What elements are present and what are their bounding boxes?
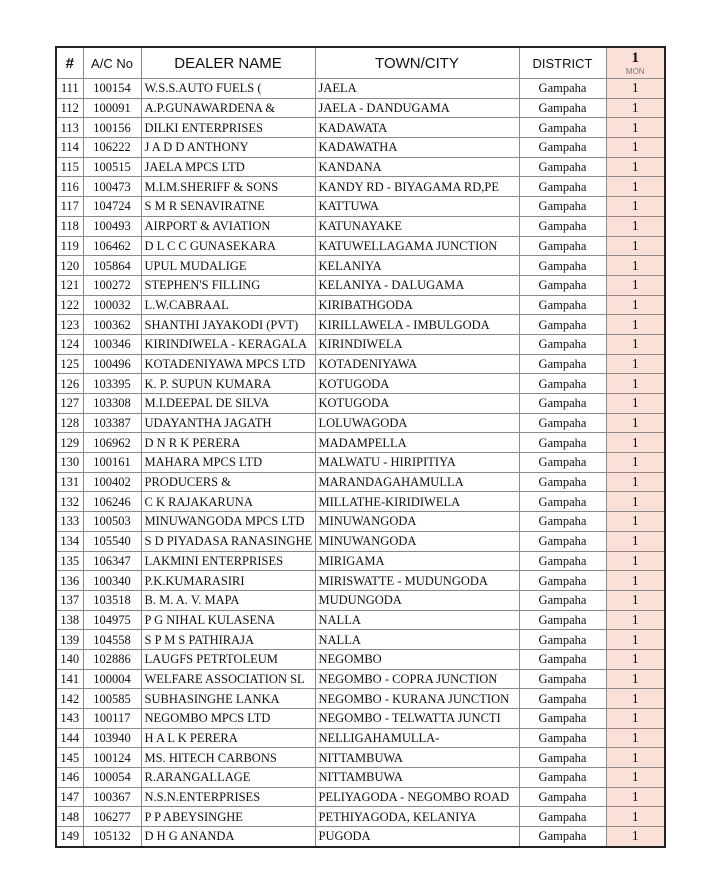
town-city-cell: NEGOMBO - TELWATTA JUNCTI <box>315 709 519 729</box>
district-cell: Gampaha <box>519 827 606 847</box>
town-city-cell: NALLA <box>315 630 519 650</box>
dealer-name-cell: L.W.CABRAAL <box>141 295 315 315</box>
dealer-name-cell: MS. HITECH CARBONS <box>141 748 315 768</box>
table-row <box>56 118 665 138</box>
month-value-cell: 1 <box>606 807 665 827</box>
dealer-name-cell: JAELA MPCS LTD <box>141 157 315 177</box>
district-cell: Gampaha <box>519 177 606 197</box>
month-value-cell: 1 <box>606 354 665 374</box>
account-number-cell: 100515 <box>83 157 141 177</box>
month-value-cell: 1 <box>606 748 665 768</box>
table-row <box>56 216 665 236</box>
account-number-cell: 106222 <box>83 138 141 158</box>
row-number-cell: 139 <box>56 630 83 650</box>
district-cell: Gampaha <box>519 236 606 256</box>
table-row <box>56 709 665 729</box>
account-number-cell: 106246 <box>83 492 141 512</box>
table-row <box>56 177 665 197</box>
row-number-cell: 142 <box>56 689 83 709</box>
dealer-name-cell: A.P.GUNAWARDENA & <box>141 98 315 118</box>
dealer-name-cell: LAKMINI ENTERPRISES <box>141 551 315 571</box>
table-row <box>56 197 665 217</box>
header-account-number: A/C No <box>83 47 141 79</box>
dealer-name-cell: K. P. SUPUN KUMARA <box>141 374 315 394</box>
table-row <box>56 295 665 315</box>
dealer-name-cell: STEPHEN'S FILLING <box>141 275 315 295</box>
account-number-cell: 104975 <box>83 610 141 630</box>
district-cell: Gampaha <box>519 728 606 748</box>
district-cell: Gampaha <box>519 807 606 827</box>
account-number-cell: 100503 <box>83 512 141 532</box>
district-cell: Gampaha <box>519 216 606 236</box>
table-row <box>56 787 665 807</box>
district-cell: Gampaha <box>519 98 606 118</box>
dealer-name-cell: D N R K PERERA <box>141 433 315 453</box>
district-cell: Gampaha <box>519 571 606 591</box>
row-number-cell: 123 <box>56 315 83 335</box>
row-number-cell: 117 <box>56 197 83 217</box>
table-row <box>56 512 665 532</box>
month-value-cell: 1 <box>606 551 665 571</box>
town-city-cell: JAELA <box>315 79 519 99</box>
row-number-cell: 126 <box>56 374 83 394</box>
district-cell: Gampaha <box>519 256 606 276</box>
row-number-cell: 121 <box>56 275 83 295</box>
account-number-cell: 100272 <box>83 275 141 295</box>
dealer-name-cell: S M R SENAVIRATNE <box>141 197 315 217</box>
row-number-cell: 115 <box>56 157 83 177</box>
dealer-name-cell: J A D D ANTHONY <box>141 138 315 158</box>
account-number-cell: 105864 <box>83 256 141 276</box>
dealer-name-cell: S D PIYADASA RANASINGHE <box>141 531 315 551</box>
table-row <box>56 374 665 394</box>
row-number-cell: 138 <box>56 610 83 630</box>
town-city-cell: NALLA <box>315 610 519 630</box>
row-number-cell: 118 <box>56 216 83 236</box>
header-month-number: 1 <box>631 49 639 66</box>
month-value-cell: 1 <box>606 472 665 492</box>
row-number-cell: 119 <box>56 236 83 256</box>
dealer-name-cell: D H G ANANDA <box>141 827 315 847</box>
town-city-cell: MARANDAGAHAMULLA <box>315 472 519 492</box>
dealer-name-cell: P G NIHAL KULASENA <box>141 610 315 630</box>
dealer-name-cell: P P ABEYSINGHE <box>141 807 315 827</box>
header-dealer-name: DEALER NAME <box>141 47 315 79</box>
table-row <box>56 79 665 99</box>
dealer-name-cell: SUBHASINGHE LANKA <box>141 689 315 709</box>
dealer-name-cell: C K RAJAKARUNA <box>141 492 315 512</box>
month-value-cell: 1 <box>606 216 665 236</box>
month-value-cell: 1 <box>606 197 665 217</box>
table-row <box>56 689 665 709</box>
month-value-cell: 1 <box>606 787 665 807</box>
month-value-cell: 1 <box>606 453 665 473</box>
account-number-cell: 100473 <box>83 177 141 197</box>
month-value-cell: 1 <box>606 374 665 394</box>
town-city-cell: KADAWATA <box>315 118 519 138</box>
account-number-cell: 104724 <box>83 197 141 217</box>
table-row <box>56 531 665 551</box>
district-cell: Gampaha <box>519 394 606 414</box>
table-row <box>56 334 665 354</box>
account-number-cell: 100493 <box>83 216 141 236</box>
month-value-cell: 1 <box>606 492 665 512</box>
district-cell: Gampaha <box>519 551 606 571</box>
dealer-name-cell: DILKI ENTERPRISES <box>141 118 315 138</box>
account-number-cell: 100004 <box>83 669 141 689</box>
month-value-cell: 1 <box>606 138 665 158</box>
district-cell: Gampaha <box>519 768 606 788</box>
account-number-cell: 104558 <box>83 630 141 650</box>
row-number-cell: 116 <box>56 177 83 197</box>
row-number-cell: 122 <box>56 295 83 315</box>
dealer-name-cell: UPUL MUDALIGE <box>141 256 315 276</box>
table-row <box>56 610 665 630</box>
district-cell: Gampaha <box>519 295 606 315</box>
table-row <box>56 768 665 788</box>
account-number-cell: 100367 <box>83 787 141 807</box>
month-value-cell: 1 <box>606 256 665 276</box>
row-number-cell: 131 <box>56 472 83 492</box>
town-city-cell: MADAMPELLA <box>315 433 519 453</box>
row-number-cell: 134 <box>56 531 83 551</box>
town-city-cell: MUDUNGODA <box>315 590 519 610</box>
dealer-name-cell: WELFARE ASSOCIATION SL <box>141 669 315 689</box>
account-number-cell: 106277 <box>83 807 141 827</box>
month-value-cell: 1 <box>606 433 665 453</box>
table-row <box>56 728 665 748</box>
month-value-cell: 1 <box>606 275 665 295</box>
district-cell: Gampaha <box>519 413 606 433</box>
district-cell: Gampaha <box>519 453 606 473</box>
row-number-cell: 130 <box>56 453 83 473</box>
account-number-cell: 100117 <box>83 709 141 729</box>
row-number-cell: 113 <box>56 118 83 138</box>
account-number-cell: 106347 <box>83 551 141 571</box>
town-city-cell: KELANIYA - DALUGAMA <box>315 275 519 295</box>
district-cell: Gampaha <box>519 512 606 532</box>
town-city-cell: PETHIYAGODA, KELANIYA <box>315 807 519 827</box>
table-row <box>56 157 665 177</box>
dealer-name-cell: NEGOMBO MPCS LTD <box>141 709 315 729</box>
dealer-name-cell: W.S.S.AUTO FUELS ( <box>141 79 315 99</box>
table-row <box>56 590 665 610</box>
row-number-cell: 144 <box>56 728 83 748</box>
table-row <box>56 315 665 335</box>
account-number-cell: 100124 <box>83 748 141 768</box>
account-number-cell: 100161 <box>83 453 141 473</box>
district-cell: Gampaha <box>519 433 606 453</box>
account-number-cell: 100340 <box>83 571 141 591</box>
town-city-cell: MIRISWATTE - MUDUNGODA <box>315 571 519 591</box>
district-cell: Gampaha <box>519 649 606 669</box>
header-town-city: TOWN/CITY <box>315 47 519 79</box>
district-cell: Gampaha <box>519 315 606 335</box>
table-row <box>56 453 665 473</box>
district-cell: Gampaha <box>519 787 606 807</box>
row-number-cell: 143 <box>56 709 83 729</box>
town-city-cell: PELIYAGODA - NEGOMBO ROAD <box>315 787 519 807</box>
town-city-cell: MALWATU - HIRIPITIYA <box>315 453 519 473</box>
row-number-cell: 136 <box>56 571 83 591</box>
district-cell: Gampaha <box>519 275 606 295</box>
header-month-label: MON <box>625 66 645 76</box>
month-value-cell: 1 <box>606 394 665 414</box>
account-number-cell: 105132 <box>83 827 141 847</box>
month-value-cell: 1 <box>606 610 665 630</box>
month-value-cell: 1 <box>606 669 665 689</box>
row-number-cell: 125 <box>56 354 83 374</box>
district-cell: Gampaha <box>519 630 606 650</box>
account-number-cell: 105540 <box>83 531 141 551</box>
town-city-cell: MILLATHE-KIRIDIWELA <box>315 492 519 512</box>
account-number-cell: 100346 <box>83 334 141 354</box>
dealer-table-sheet <box>55 46 664 848</box>
table-row <box>56 138 665 158</box>
row-number-cell: 128 <box>56 413 83 433</box>
row-number-cell: 114 <box>56 138 83 158</box>
town-city-cell: KOTUGODA <box>315 394 519 414</box>
table-row <box>56 551 665 571</box>
table-row <box>56 669 665 689</box>
dealer-name-cell: N.S.N.ENTERPRISES <box>141 787 315 807</box>
row-number-cell: 112 <box>56 98 83 118</box>
town-city-cell: NEGOMBO - KURANA JUNCTION <box>315 689 519 709</box>
district-cell: Gampaha <box>519 157 606 177</box>
table-row <box>56 256 665 276</box>
town-city-cell: KELANIYA <box>315 256 519 276</box>
town-city-cell: KOTUGODA <box>315 374 519 394</box>
account-number-cell: 103308 <box>83 394 141 414</box>
month-value-cell: 1 <box>606 728 665 748</box>
town-city-cell: MINUWANGODA <box>315 512 519 532</box>
district-cell: Gampaha <box>519 709 606 729</box>
district-cell: Gampaha <box>519 748 606 768</box>
table-row <box>56 433 665 453</box>
header-number: # <box>56 47 83 79</box>
month-value-cell: 1 <box>606 709 665 729</box>
table-row <box>56 394 665 414</box>
table-row <box>56 413 665 433</box>
row-number-cell: 149 <box>56 827 83 847</box>
month-value-cell: 1 <box>606 413 665 433</box>
row-number-cell: 145 <box>56 748 83 768</box>
dealer-name-cell: KIRINDIWELA - KERAGALA <box>141 334 315 354</box>
town-city-cell: NEGOMBO <box>315 649 519 669</box>
table-row <box>56 354 665 374</box>
town-city-cell: MIRIGAMA <box>315 551 519 571</box>
row-number-cell: 140 <box>56 649 83 669</box>
town-city-cell: JAELA - DANDUGAMA <box>315 98 519 118</box>
month-value-cell: 1 <box>606 295 665 315</box>
month-value-cell: 1 <box>606 98 665 118</box>
district-cell: Gampaha <box>519 79 606 99</box>
dealer-name-cell: KOTADENIYAWA MPCS LTD <box>141 354 315 374</box>
account-number-cell: 100402 <box>83 472 141 492</box>
table-row <box>56 827 665 847</box>
month-value-cell: 1 <box>606 689 665 709</box>
town-city-cell: MINUWANGODA <box>315 531 519 551</box>
dealer-name-cell: M.I.DEEPAL DE SILVA <box>141 394 315 414</box>
town-city-cell: KATTUWA <box>315 197 519 217</box>
dealer-name-cell: M.I.M.SHERIFF & SONS <box>141 177 315 197</box>
month-value-cell: 1 <box>606 768 665 788</box>
month-value-cell: 1 <box>606 571 665 591</box>
district-cell: Gampaha <box>519 354 606 374</box>
row-number-cell: 137 <box>56 590 83 610</box>
header-district: DISTRICT <box>519 47 606 79</box>
dealer-name-cell: P.K.KUMARASIRI <box>141 571 315 591</box>
row-number-cell: 147 <box>56 787 83 807</box>
town-city-cell: PUGODA <box>315 827 519 847</box>
table-row <box>56 275 665 295</box>
district-cell: Gampaha <box>519 472 606 492</box>
table-row <box>56 649 665 669</box>
month-value-cell: 1 <box>606 531 665 551</box>
account-number-cell: 103518 <box>83 590 141 610</box>
dealer-name-cell: B. M. A. V. MAPA <box>141 590 315 610</box>
town-city-cell: KATUWELLAGAMA JUNCTION <box>315 236 519 256</box>
town-city-cell: NEGOMBO - COPRA JUNCTION <box>315 669 519 689</box>
district-cell: Gampaha <box>519 118 606 138</box>
account-number-cell: 100156 <box>83 118 141 138</box>
dealer-name-cell: MINUWANGODA MPCS LTD <box>141 512 315 532</box>
month-value-cell: 1 <box>606 512 665 532</box>
town-city-cell: KIRINDIWELA <box>315 334 519 354</box>
district-cell: Gampaha <box>519 138 606 158</box>
dealer-name-cell: UDAYANTHA JAGATH <box>141 413 315 433</box>
table-row <box>56 748 665 768</box>
table-row <box>56 236 665 256</box>
table-row <box>56 630 665 650</box>
district-cell: Gampaha <box>519 492 606 512</box>
row-number-cell: 141 <box>56 669 83 689</box>
dealer-table <box>55 46 666 848</box>
district-cell: Gampaha <box>519 197 606 217</box>
dealer-name-cell: AIRPORT & AVIATION <box>141 216 315 236</box>
account-number-cell: 102886 <box>83 649 141 669</box>
account-number-cell: 100585 <box>83 689 141 709</box>
table-row <box>56 571 665 591</box>
row-number-cell: 146 <box>56 768 83 788</box>
district-cell: Gampaha <box>519 590 606 610</box>
town-city-cell: KANDANA <box>315 157 519 177</box>
month-value-cell: 1 <box>606 630 665 650</box>
dealer-name-cell: S P M S PATHIRAJA <box>141 630 315 650</box>
month-value-cell: 1 <box>606 236 665 256</box>
district-cell: Gampaha <box>519 610 606 630</box>
town-city-cell: KATUNAYAKE <box>315 216 519 236</box>
dealer-name-cell: LAUGFS PETRTOLEUM <box>141 649 315 669</box>
account-number-cell: 100054 <box>83 768 141 788</box>
district-cell: Gampaha <box>519 689 606 709</box>
account-number-cell: 100362 <box>83 315 141 335</box>
dealer-name-cell: H A L K PERERA <box>141 728 315 748</box>
account-number-cell: 100496 <box>83 354 141 374</box>
row-number-cell: 129 <box>56 433 83 453</box>
dealer-name-cell: PRODUCERS & <box>141 472 315 492</box>
table-row <box>56 98 665 118</box>
account-number-cell: 106962 <box>83 433 141 453</box>
month-value-cell: 1 <box>606 157 665 177</box>
dealer-name-cell: R.ARANGALLAGE <box>141 768 315 788</box>
dealer-name-cell: MAHARA MPCS LTD <box>141 453 315 473</box>
town-city-cell: KADAWATHA <box>315 138 519 158</box>
account-number-cell: 103387 <box>83 413 141 433</box>
town-city-cell: KOTADENIYAWA <box>315 354 519 374</box>
account-number-cell: 100154 <box>83 79 141 99</box>
district-cell: Gampaha <box>519 374 606 394</box>
district-cell: Gampaha <box>519 334 606 354</box>
town-city-cell: NELLIGAHAMULLA- <box>315 728 519 748</box>
table-row <box>56 492 665 512</box>
district-cell: Gampaha <box>519 531 606 551</box>
month-value-cell: 1 <box>606 590 665 610</box>
row-number-cell: 120 <box>56 256 83 276</box>
account-number-cell: 100091 <box>83 98 141 118</box>
row-number-cell: 135 <box>56 551 83 571</box>
table-row <box>56 472 665 492</box>
row-number-cell: 132 <box>56 492 83 512</box>
month-value-cell: 1 <box>606 79 665 99</box>
month-value-cell: 1 <box>606 315 665 335</box>
row-number-cell: 111 <box>56 79 83 99</box>
row-number-cell: 127 <box>56 394 83 414</box>
month-value-cell: 1 <box>606 118 665 138</box>
row-number-cell: 124 <box>56 334 83 354</box>
row-number-cell: 133 <box>56 512 83 532</box>
town-city-cell: LOLUWAGODA <box>315 413 519 433</box>
town-city-cell: NITTAMBUWA <box>315 748 519 768</box>
town-city-cell: KIRIBATHGODA <box>315 295 519 315</box>
header-month <box>606 47 665 79</box>
account-number-cell: 106462 <box>83 236 141 256</box>
town-city-cell: NITTAMBUWA <box>315 768 519 788</box>
account-number-cell: 103395 <box>83 374 141 394</box>
town-city-cell: KIRILLAWELA - IMBULGODA <box>315 315 519 335</box>
month-value-cell: 1 <box>606 334 665 354</box>
district-cell: Gampaha <box>519 669 606 689</box>
month-value-cell: 1 <box>606 827 665 847</box>
table-row <box>56 807 665 827</box>
month-value-cell: 1 <box>606 177 665 197</box>
table-body <box>56 79 665 847</box>
month-value-cell: 1 <box>606 649 665 669</box>
row-number-cell: 148 <box>56 807 83 827</box>
dealer-name-cell: SHANTHI JAYAKODI (PVT) <box>141 315 315 335</box>
dealer-name-cell: D L C C GUNASEKARA <box>141 236 315 256</box>
town-city-cell: KANDY RD - BIYAGAMA RD,PE <box>315 177 519 197</box>
account-number-cell: 103940 <box>83 728 141 748</box>
account-number-cell: 100032 <box>83 295 141 315</box>
table-header-row <box>56 47 665 79</box>
